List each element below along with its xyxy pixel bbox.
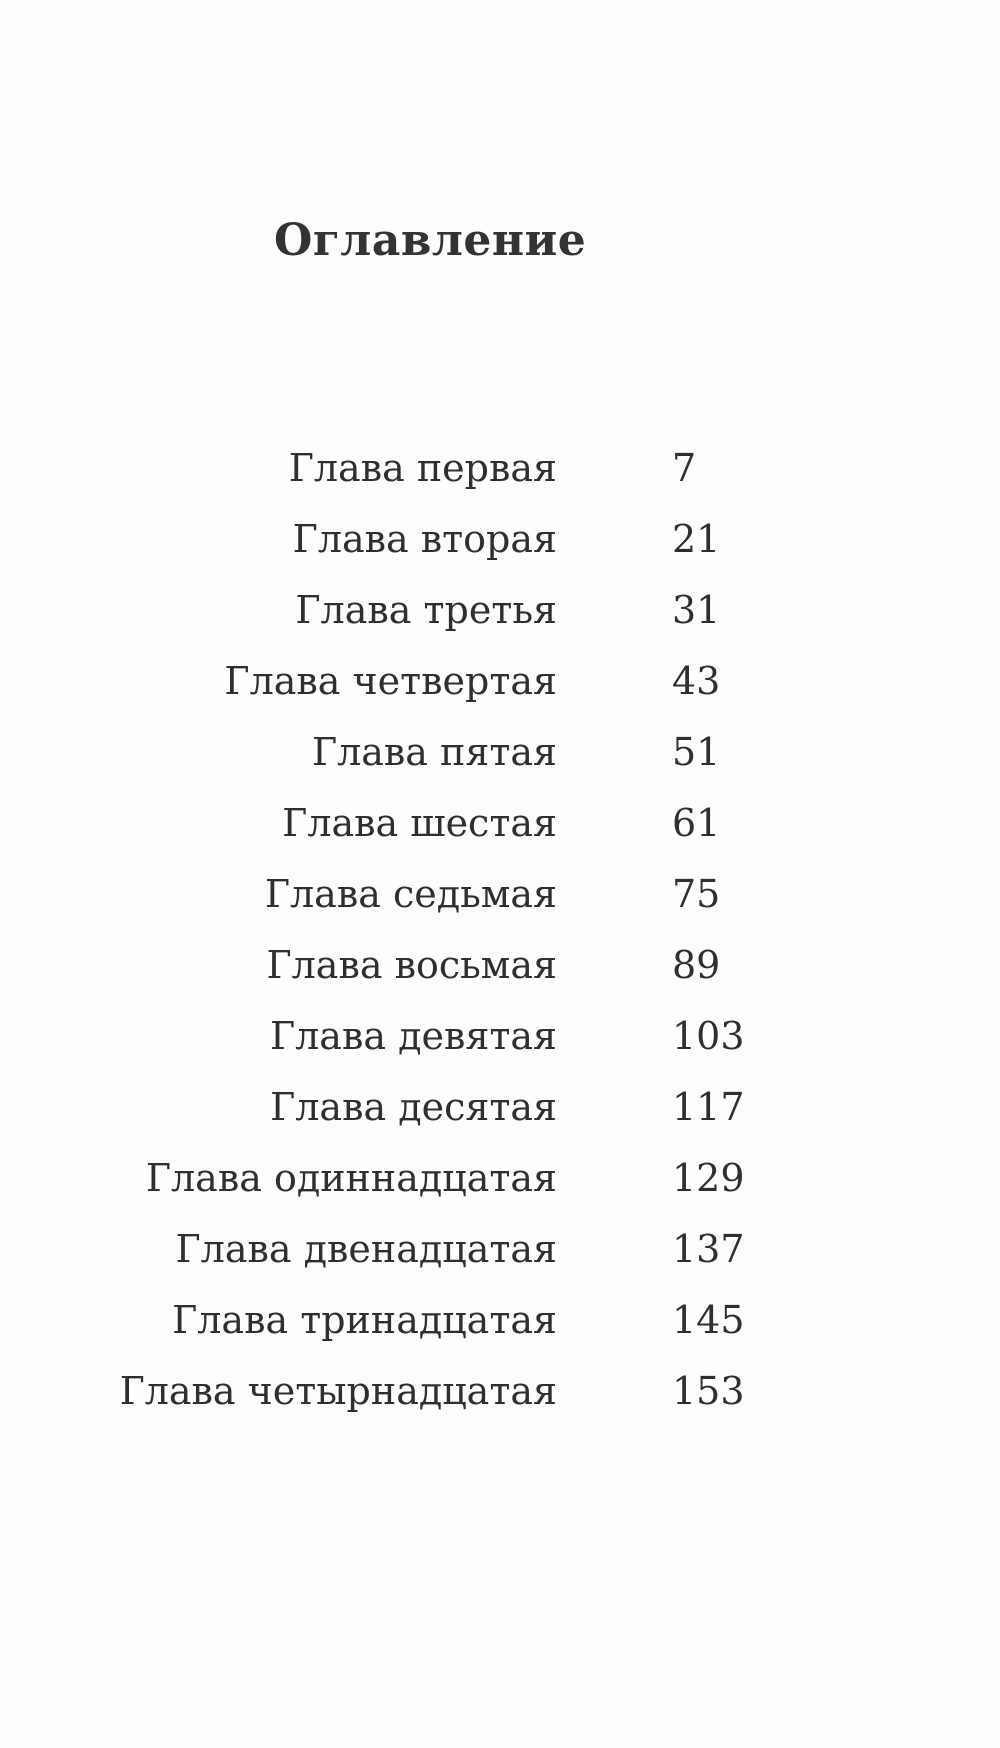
- toc-page-number: 153: [672, 1369, 745, 1413]
- toc-entry: [0, 1006, 1000, 1077]
- toc-entry: [0, 509, 1000, 580]
- toc-entry: [0, 651, 1000, 722]
- toc-page-number: 117: [672, 1085, 745, 1129]
- toc-page-number: 51: [672, 730, 721, 774]
- toc-chapter-title: Глава четвертая: [224, 659, 557, 703]
- toc-chapter-title: Глава шестая: [282, 801, 557, 845]
- toc-chapter-title: Глава пятая: [311, 730, 557, 774]
- toc-chapter-title: Глава тринадцатая: [172, 1298, 557, 1342]
- toc-page-number: 137: [672, 1227, 745, 1271]
- toc-entry: [0, 935, 1000, 1006]
- toc-page-number: 129: [672, 1156, 745, 1200]
- toc-entry: [0, 793, 1000, 864]
- toc-entry: [0, 580, 1000, 651]
- toc-page-number: 21: [672, 517, 721, 561]
- toc-entry: [0, 1219, 1000, 1290]
- toc-chapter-title: Глава четырнадцатая: [119, 1369, 557, 1413]
- toc-chapter-title: Глава первая: [288, 446, 557, 490]
- toc-entry: [0, 438, 1000, 509]
- toc-chapter-title: Глава двенадцатая: [175, 1227, 557, 1271]
- toc-chapter-title: Глава десятая: [270, 1085, 557, 1129]
- toc-list: [0, 438, 1000, 1432]
- toc-entry: [0, 1361, 1000, 1432]
- toc-page-number: 145: [672, 1298, 745, 1342]
- toc-chapter-title: Глава третья: [295, 588, 557, 632]
- toc-entry: [0, 722, 1000, 793]
- toc-entry: [0, 1290, 1000, 1361]
- toc-page-number: 61: [672, 801, 721, 845]
- toc-chapter-title: Глава девятая: [270, 1014, 557, 1058]
- toc-chapter-title: Глава восьмая: [266, 943, 557, 987]
- toc-page-number: 43: [672, 659, 721, 703]
- toc-chapter-title: Глава седьмая: [264, 872, 557, 916]
- toc-page-number: 89: [672, 943, 721, 987]
- toc-title: Оглавление: [274, 215, 587, 266]
- toc-page-number: 31: [672, 588, 721, 632]
- toc-chapter-title: Глава вторая: [292, 517, 557, 561]
- toc-page-number: 75: [672, 872, 721, 916]
- toc-entry: [0, 1148, 1000, 1219]
- toc-entry: [0, 1077, 1000, 1148]
- toc-page-number: 7: [672, 446, 697, 490]
- toc-page-number: 103: [672, 1014, 745, 1058]
- toc-chapter-title: Глава одиннадцатая: [145, 1156, 557, 1200]
- toc-entry: [0, 864, 1000, 935]
